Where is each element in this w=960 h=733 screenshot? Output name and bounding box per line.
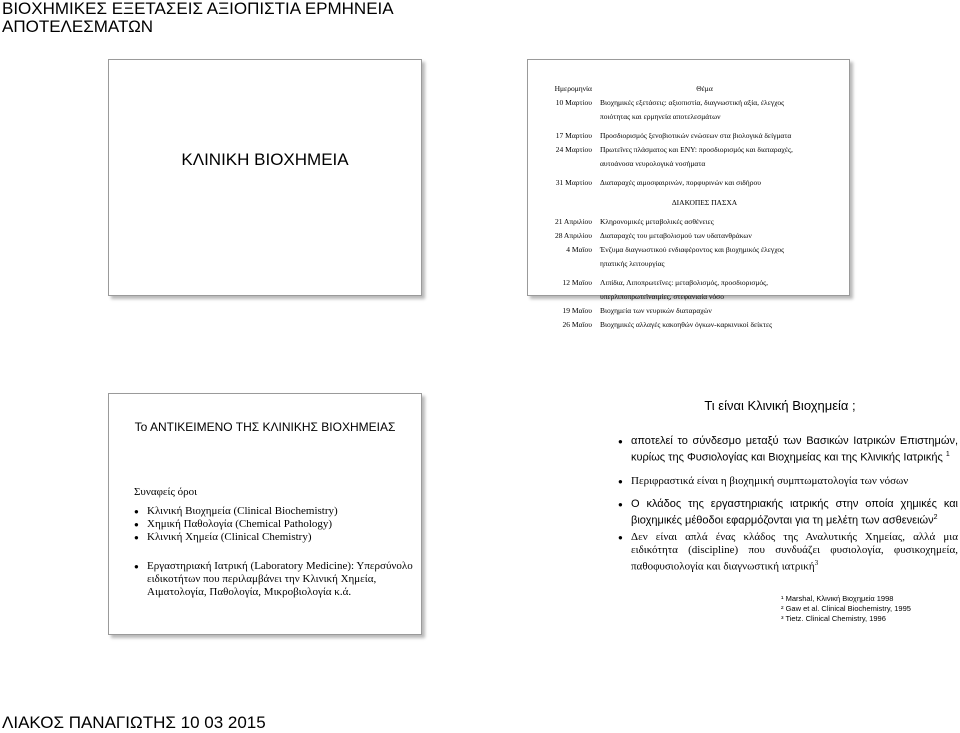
schedule-date: 10 Μαρτίου [555, 98, 592, 107]
document-footer: ΛΙΑΚΟΣ ΠΑΝΑΓΙΩΤΗΣ 10 03 2015 [2, 713, 266, 732]
schedule-topic: Προσδιορισμός ξενοβιοτικών ενώσεων στα βιολογικά δείγματα [600, 131, 792, 140]
schedule-date: 31 Μαρτίου [555, 178, 592, 187]
slide-4-title: Τι είναι Κλινική Βιοχημεία ; [704, 398, 856, 413]
list-item [134, 531, 414, 544]
schedule-topic: Βιοχημικές αλλαγές κακοηθών όγκων-καρκινικοί δείκτες [600, 320, 773, 329]
list-item-text: Κλινική Βιοχημεία (Clinical Biochemistry) [147, 505, 338, 517]
schedule-date: 19 Μαΐου [562, 306, 592, 315]
bullet-icon: ● [618, 533, 623, 543]
schedule-row [528, 290, 849, 304]
bullet-icon: ● [618, 437, 623, 446]
list-item-text [631, 498, 958, 528]
list-item-text: Κλινική Χημεία (Clinical Chemistry) [147, 531, 312, 543]
bullet-icon: ● [134, 520, 139, 529]
schedule-date: 24 Μαρτίου [555, 145, 592, 154]
list-item-text: Χημική Παθολογία (Chemical Pathology) [147, 518, 333, 530]
header-line-2: ΑΠΟΤΕΛΕΣΜΑΤΩΝ [2, 17, 154, 36]
schedule-row [528, 304, 849, 318]
schedule-topic: Πρωτεΐνες πλάσματος και ΕΝΥ: προσδιορισμός και διαταραχές, [600, 145, 793, 154]
schedule-date: 4 Μαΐου [566, 245, 592, 254]
list-item-text: Περιφραστικά είναι η βιοχημική συμπτωματολογία των νόσων [631, 474, 909, 487]
schedule-date: 12 Μαΐου [562, 278, 592, 287]
schedule-row [528, 276, 849, 290]
footnote-ref: 3 [814, 559, 819, 568]
list-item [618, 475, 958, 488]
schedule-date [528, 290, 600, 304]
footnotes [781, 594, 958, 624]
schedule-row [528, 176, 849, 190]
schedule-row [528, 243, 849, 257]
schedule-topic: Διαταραχές αιμοσφαιρινών, πορφυρινών και σιδήρου [600, 178, 761, 187]
paragraph-1: αποτελεί το σύνδεσμο μεταξύ των Βασικών Ιατρικών Επιστημών, κυρίως της Φυσιολογίας και Βιοχημείας και της Κλινικής Ιατρικής [631, 435, 958, 464]
slide-2-schedule [527, 59, 850, 329]
footnote: ¹ Marshal, Κλινική Βιοχημεία 1998 [781, 593, 894, 603]
schedule-row [528, 157, 849, 171]
schedule-date [528, 110, 600, 124]
slide-4-body [600, 435, 958, 624]
schedule-topic: Θέμα [696, 84, 713, 93]
bullet-icon: ● [618, 499, 623, 509]
paragraph-4: Δεν είναι απλά ένας κλάδος της Αναλυτικής Χημείας, αλλά μια ειδικότητα (discipline) που συνδυάζει φυσιολογία, φυσικοχημεία, παθοφυσιολογία και διαγνωστική ιατρική [631, 531, 958, 573]
schedule-date: 26 Μαΐου [562, 320, 592, 329]
schedule-topic: αυτοάνοσα νευρολογικά νοσήματα [600, 159, 706, 168]
schedule-topic: υπερλιποπρωτεϊναιμίες, στεφανιαία νόσο [600, 292, 724, 301]
list-item-text [631, 435, 958, 465]
slide-1-title: ΚΛΙΝΙΚΗ ΒΙΟΧΗΜΕΙΑ [181, 150, 349, 169]
slide-1 [108, 59, 422, 296]
list-item-text [631, 531, 958, 574]
list-item [618, 498, 958, 528]
schedule-table [528, 60, 849, 332]
footnote: ² Gaw et al. Clinical Biochemistry, 1995 [781, 603, 911, 613]
schedule-row [528, 96, 849, 110]
schedule-date [528, 157, 600, 171]
bullet-icon: ● [618, 476, 623, 486]
header-line-1: ΒΙΟΧΗΜΙΚΕΣ ΕΞΕΤΑΣΕΙΣ ΑΞΙΟΠΙΣΤΙΑ ΕΡΜΗΝΕΙΑ [2, 0, 394, 18]
schedule-row [528, 82, 849, 96]
schedule-row [528, 129, 849, 143]
schedule-row [528, 318, 849, 332]
schedule-date: 21 Απριλίου [554, 217, 592, 226]
schedule-topic: Λιπίδια, Λιποπρωτεΐνες: μεταβολισμός, προσδιορισμός, [600, 278, 769, 287]
schedule-topic: Κληρονομικές μεταβολικές ασθένειες [600, 217, 714, 226]
schedule-row [528, 110, 849, 124]
schedule-row [528, 196, 849, 210]
list-item [134, 560, 414, 599]
schedule-topic: Βιοχημικές εξετάσεις: αξιοπιστία, διαγνωστική αξία, έλεγχος [600, 98, 785, 107]
bullet-icon: ● [134, 562, 139, 571]
list-item [618, 435, 958, 465]
schedule-date: 28 Απριλίου [554, 231, 592, 240]
slide-3-body [134, 486, 414, 599]
schedule-row [528, 257, 849, 271]
footnote: ³ Tietz. Clinical Chemistry, 1996 [781, 613, 886, 623]
schedule-topic: Διαταραχές του μεταβολισμού των υδατανθράκων [600, 231, 752, 240]
schedule-row [528, 229, 849, 243]
list-item [134, 518, 414, 531]
schedule-date: 17 Μαρτίου [555, 131, 592, 140]
list-item-text: Εργαστηριακή Ιατρική (Laboratory Medicine): Υπερσύνολο ειδικοτήτων που περιλαμβάνει την Κλινική Χημεία, Αιματολογία, Παθολογία, Μικροβιολογία κ.ά. [147, 560, 413, 598]
footnote-ref: 2 [933, 513, 938, 521]
list-item [618, 531, 958, 574]
footnote-ref: 1 [945, 451, 950, 458]
related-terms-heading: Συναφείς όροι [134, 486, 198, 498]
slide-4 [600, 390, 960, 690]
schedule-date [528, 196, 600, 210]
paragraph-3: Ο κλάδος της εργαστηριακής ιατρικής στην οποία χημικές και βιοχημικές μέθοδοι εφαρμόζονται για τη μελέτη των ασθενειών [631, 497, 958, 527]
slide-3-title: Το ΑΝΤΙΚΕΙΜΕΝΟ ΤΗΣ ΚΛΙΝΙΚΗΣ ΒΙΟΧΗΜΕΙΑΣ [134, 420, 396, 434]
schedule-topic: ηπατικής λειτουργίας [600, 259, 665, 268]
bullet-icon: ● [134, 507, 139, 516]
schedule-date: Ημερομηνία [554, 84, 592, 93]
document-header [2, 0, 394, 36]
schedule-topic: Ένζυμα διαγνωστικού ενδιαφέροντος και βιοχημικός έλεγχος [600, 245, 785, 254]
schedule-row [528, 215, 849, 229]
bullet-icon: ● [134, 533, 139, 542]
list-item [134, 505, 414, 518]
slide-3 [108, 393, 422, 635]
schedule-row [528, 143, 849, 157]
schedule-date [528, 257, 600, 271]
schedule-topic: ποιότητας και ερμηνεία αποτελεσμάτων [600, 112, 721, 121]
schedule-topic: Βιοχημεία των νευρικών διαταραχών [600, 306, 712, 315]
schedule-topic: ΔΙΑΚΟΠΕΣ ΠΑΣΧΑ [671, 198, 738, 207]
